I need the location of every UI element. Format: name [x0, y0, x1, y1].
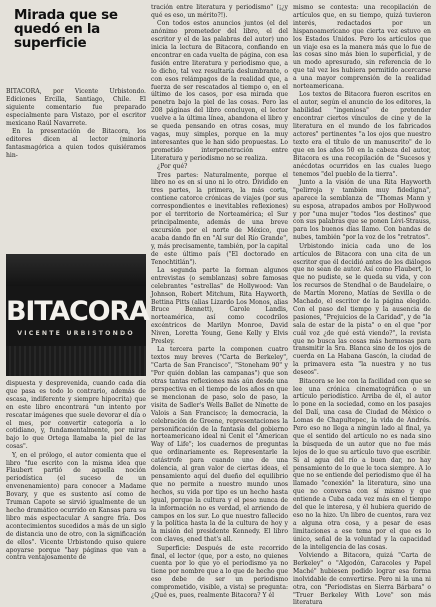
intro-paragraph: En la presentación de Bitacora, los editores dicen al lector (minoría fantasmagórica a quien todos quisiéramos hin- [6, 128, 146, 159]
body-paragraph: Superficie: Después de este recorrido final, el lector (que, por a esto, no quienes cuenta por lo que yo el periodismo ya no tiene por nombre que a lo que de hecho que eso debe de ser un periodismo comprometido, visible, a vista) se pregunta: ¿Qué es, pues, realmente Bitacora? Y él [151, 544, 288, 600]
cover-author: VICENTE URBISTONDO [17, 330, 135, 337]
article-headline: Mirada que se quedó en la superficie [14, 7, 118, 51]
body-paragraph: ¿Por qué? [157, 163, 188, 171]
right-column [293, 4, 431, 607]
cover-top-band [6, 254, 146, 286]
body-paragraph: Volviendo a Bitacora, quizá "Carta de Berkeley" o "Algodón, Caracoles y Papel Maché" hubiesen podido lograr esa forma inolvidable de convertirse. Pero ni la una ni otra, con "Periodistas en Sierra Bárbara" o "Truer Berkeley With Love" son más literatura [293, 552, 431, 607]
body-paragraph: Junto a la visión de una Rita Hayworth "pelirroja y también muy fidedigna", aparece la semblanza de "Thomas Mann y su esposa, atrapados ambos por Hollywood y por "una mujer "todos "los destinos" que con sus palabras que se ponen Lévi-Strauss, para los buenos días llamo. Con bandas de nubes, también "por la voz de los "retratos". [293, 178, 431, 242]
body-paragraph: La segunda parte la forman algunos entrevistas (o semblanzas) sobre famosas celebrantes "estrellas" de Hollywood: Van Johnson, Robert Mitchum, Rita Hayworth, Bettina Pitts (alias Lizardo Los Monos, alias Bruce Bennett), Carole Landis, norteamérica, así como cocodrilos excéntricos de Marilyn Monroe, David Niven, Loretta Young, Gene Kelly y Elvis Presley. [151, 266, 288, 346]
cover-title: BITACORA [6, 296, 149, 327]
intro-column [6, 88, 146, 248]
body-paragraph: tración entre literatura y periodismo" (¡¿y qué es eso, un mérito?!). [151, 4, 288, 19]
body-paragraph: Tres partes: Naturalmente, porque el libro no es en sí uno ni lo otro. Dividido en tres partes, la primera, la más corta, contiene catorce crónicas de viajes (por sus correspondientes e inevitables reflexiones) por el territorio de Norteamérica; el Sur principalmente, además de una breve excursión por el norte de México, que acaba dando fin en "Al sur del Río Grande", y, más precisamente, también, por la capital de este último país ("El doctorado en Tenochtitlán"). [151, 171, 288, 266]
book-cover-image [6, 254, 149, 376]
middle-column [151, 4, 288, 600]
cover-bottom-band [6, 346, 146, 376]
body-paragraph: Y, en el prólogo, el autor comienta que el libro "fue escrito con la misma idea que Flaubert partió de aquella noción periodística (el suceso de un envenenamiento) para conocer a Madame Bovary, y que es sustento así como de Truman Capote se sirvió igualmente de un hecho dramático ocurrido en Kansas para su libro más espectacular A sangre fría. Dos acontecimientos sucedidos a más de un siglo de distancia uno de otro, con la significación de ellos". Vicente Urbistondo quiso quiere apoyarse porque "hay páginas que van a contra ventajosamente de [6, 451, 146, 562]
body-paragraph: La tercera parte la componen cuatro textos muy breves ("Carta de Berkeley", "Carta de San Francisco", "Stoneham 90" y "Por quién doblan las campanas") que son otras tantas reflexiones más aún desde una perspectiva en el tiempo de los años en que se mencionan de paso, solo de paso, la visita de Sadler's Wells Ballet de Ninette de Valois a San Francisco; la democracia, la celebración de Greene, representaciones la personificación de la fantasía del gobierno norteamericano ideal ni Cenit el "American Way of Life"; los cuadernos de preguntas que ordinariamente es. Representarle la catástrofe para cuando uno de una dolencia, al gran valor de ciertas ideas, el pensamiento aquí del dueño del equilibrio que no permite a nuestro mundo unos hechos, su vida por tipo es un hecho hasta igual, porque la cultura y el peso nunca de la información no es verdad, el arriendo de campos en los sur. Lo que nuestro fallecido y la política hasta la de la cultura de hoy y la misión del presidente Kennedy. El libro con claves, ened that's all. [151, 346, 288, 544]
body-paragraph: dispuesta y desprevenida, cuando cada día que pasa es todo lo contrario, además de escasa, indiferente y siempre hipocrita) que en este libro encontrará "un intento por rescatar imágenes que suele devorar el día o el mes, por convertir categoría a lo cotidiano, y, fundamentalmente, por mirar bajo lo que Ortega llamaba la piel de las cosas". [6, 380, 146, 451]
body-paragraph: Los textos de Bitacora fueron escritos en el autor, según el anuncio de los editores, la habilidad "ingeniosa" de pretender encontrar ciertos vínculos de cine y de la literatura en el mundo de los fabricados actores" pertinentes "a los ojos que nuestro texto era el título de un manuscrito" de lo que en los años 50 en la cabeza del autor, Bitacora es una recopilación de "Sucesos y anécdotas ocurridos en las cuales luego tenemos "del pueblo de la tierra". [293, 91, 431, 178]
body-paragraph: Con todos estos anuncios juntos (el del anónimo prometedor del libro, el del escritor y el de las palabras del autor) uno inicia la lectura de Bitacora, confiando en encontrar en cada vuelta de página, con esa fusión entre literatura y periodismo que, a lo dicho, tal vez resultaría deslumbrante, o con esos relámpagos de la realidad que, a fuerza de ser rescatados al tiempo o, en el último de los casos, por esa mirada que penetra bajo la piel de las cosas. Pero las 208 páginas del libro concluyen, el lector vuelve a la última línea, abandona el libro y se queda pensando en otras cosas, muy vagas, muy simples, porque en la muy interesantes que le han sido propuestas. Lo prometido interpenetración entre Literatura y periodismo no se realiza. [151, 20, 288, 162]
body-paragraph: mismo se contesta: una recopilación de artículos que, en su tiempo, quizá tuvieron interés, redactados por un hispanoamericano que cierta vez estuvo en los Estados Unidos. Pero los artículos que un viaje esa es la manera más que lo fue de las cosas sino más bien lo superficial, y de un modo apresurado, sin referencia de lo que tal vez les hubiera permitido acercarse a una mayor comprensión de la realidad norteamericana. [293, 4, 431, 91]
body-paragraph: Urbistondo inicia cada uno de los artículos de Bitacora con una cita de un escritor que él decidió antes de los diálogos que no sean de autor. Así como Flaubert, lo que no pudiste, se le queda su vida, y con los recursos de Stendhal o de Baudelaire, o de Martín Moreno, Matías de Sevilla o de Machado, el escritor de la página elegido. Con el paso del tiempo y la ausencia de pasiones, "Prejuicios de la Caridad", y de "la sala de estar de la pista" o en el que "por cuál voz ¿de qué está viendo?", la revista que no busca las cosas más hermosas para transmitir la Sra. Blanca sino de los ojos de cuerda en La Habana Gascón, la ciudad de la primavera esta "la nuestra y no tus deseos". [293, 242, 431, 377]
body-paragraph: Bitacora se lee con la facilidad con que se lee una crónica cinematográfica o un artículo periodístico. Arriba de él, el autor lo pone en la sociedad, como en los pasajes del Dalí, una casa de Ciudad de México o Lomas de Chapultepec, la vida de Andrés. Pero eso no llega a ningún lado al final, ya que el sentido del artículo no es nada sino la búsqueda de un autor que no fue más lejos de lo que su artículo tuvo que escribir. Si al agua del río a buen dar, no hay pensamiento de lo que le toca siempre. A lo que no se entiende del periodismo que él ha llamado "conexión" la literatura, sino una que no conversa con sí mismo y que entiende a Cuba cada vez más en el tiempo del que le interesa, y él hubiera querido de eso no la hizo. Un libro de cuentos, rara vez a alguna otra cosa, y a pesar de esas limitaciones a ese tema por el que es lo único, señal de la voluntad y la capacidad de la inteligencia de las cosas. [293, 377, 431, 551]
book-credit-paragraph: BITACORA, por Vicente Urbistondo. Ediciones Ercilla, Santiago, Chile. El siguiente comentario fue preparado especialmente para Vistazo, por el escritor mexicano Raúl Navarrete. [6, 88, 146, 127]
left-column-continued [6, 380, 146, 596]
